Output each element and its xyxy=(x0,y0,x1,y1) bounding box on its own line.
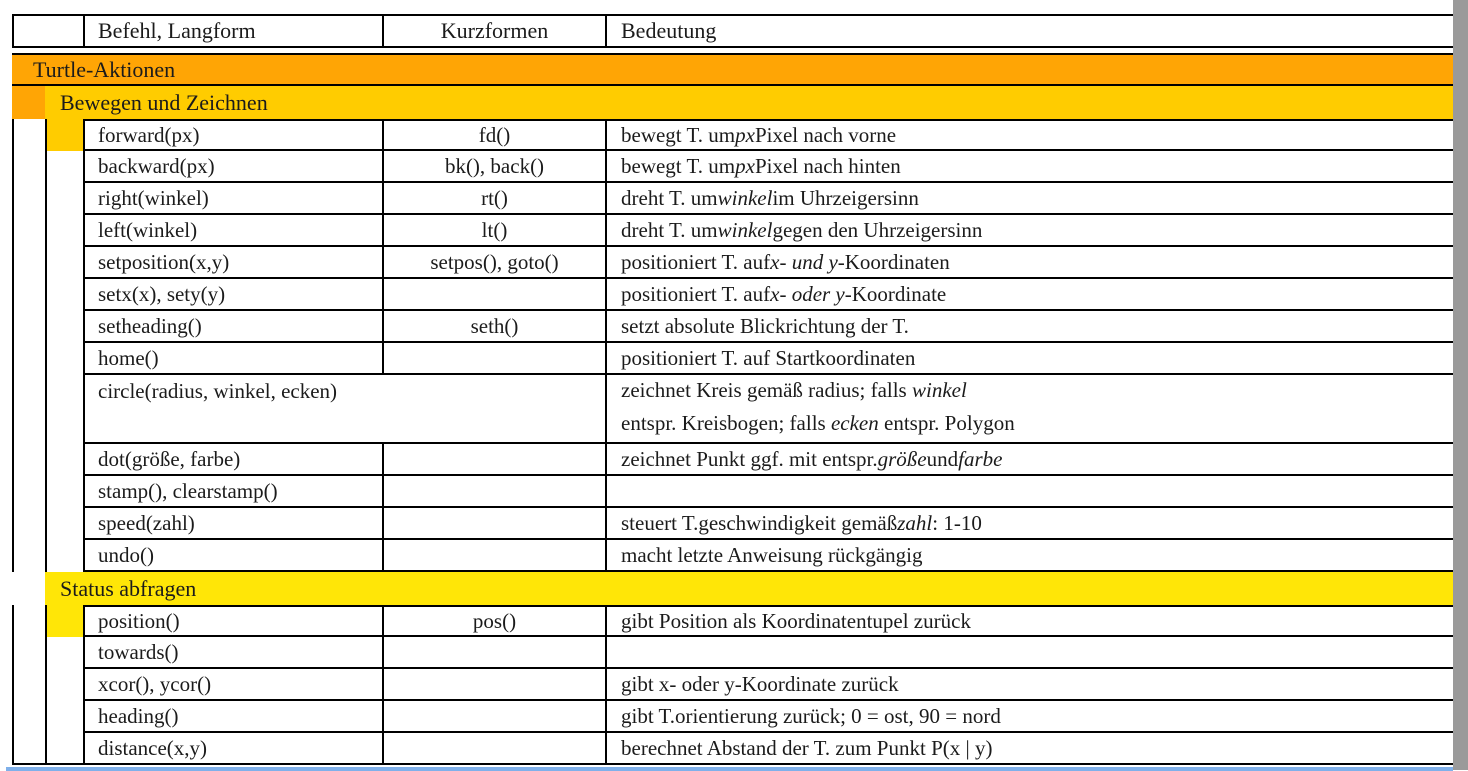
table-row xyxy=(12,311,1453,343)
cell-bedeutung xyxy=(605,733,1453,765)
table-row xyxy=(12,444,1453,476)
parameter-name: winkel xyxy=(717,217,773,242)
cell-bedeutung xyxy=(605,508,1453,540)
cell-bedeutung xyxy=(605,247,1453,279)
cell-befehl-langform: setheading() xyxy=(83,311,382,343)
text-segment: -Koordinate xyxy=(844,281,947,306)
indent-cell xyxy=(45,637,83,669)
text-segment: -Koordinaten xyxy=(837,249,950,274)
indent-cell xyxy=(12,119,45,151)
text-segment: gibt x- oder y-Koordinate zurück xyxy=(621,671,899,696)
indent-cell xyxy=(45,247,83,279)
indent-cell xyxy=(45,444,83,476)
cell-kurzformen: seth() xyxy=(382,311,605,343)
text-segment: berechnet Abstand der T. zum Punkt P(x | y) xyxy=(621,735,993,760)
text-segment: zeichnet Punkt ggf. mit entspr. xyxy=(621,446,878,471)
table-row xyxy=(12,540,1453,572)
cell-bedeutung xyxy=(605,637,1453,669)
cell-befehl-langform: backward(px) xyxy=(83,151,382,183)
cell-bedeutung xyxy=(605,183,1453,215)
indent-cell xyxy=(12,279,45,311)
parameter-name: px xyxy=(735,122,755,147)
rows-status-abfragen xyxy=(12,605,1453,765)
text-segment: positioniert T. auf xyxy=(621,281,771,306)
cell-befehl-langform: setposition(x,y) xyxy=(83,247,382,279)
cell-befehl-langform: distance(x,y) xyxy=(83,733,382,765)
cell-kurzformen xyxy=(382,444,605,476)
section-label: Turtle-Aktionen xyxy=(33,56,176,82)
text-segment: Pixel nach vorne xyxy=(754,122,897,147)
table-row xyxy=(12,701,1453,733)
cell-befehl-langform: xcor(), ycor() xyxy=(83,669,382,701)
cell-bedeutung xyxy=(605,540,1453,572)
cell-kurzformen xyxy=(382,637,605,669)
indent-cell xyxy=(12,247,45,279)
table-row xyxy=(12,637,1453,669)
text-segment: Pixel nach hinten xyxy=(754,153,901,178)
indent-cell xyxy=(45,343,83,375)
section-label: Status abfragen xyxy=(60,575,197,601)
table-row xyxy=(12,669,1453,701)
cell-kurzformen: lt() xyxy=(382,215,605,247)
cell-bedeutung xyxy=(605,119,1453,151)
indent-cell xyxy=(45,701,83,733)
text-segment: und xyxy=(926,446,959,471)
indent-cell xyxy=(12,476,45,508)
scrollbar[interactable] xyxy=(1453,0,1468,770)
cell-kurzformen xyxy=(382,540,605,572)
text-segment: gegen den Uhrzeigersinn xyxy=(772,217,983,242)
cell-bedeutung xyxy=(605,476,1453,508)
indent-cell xyxy=(12,701,45,733)
indent-cell xyxy=(45,311,83,343)
parameter-name: farbe xyxy=(958,446,1003,471)
cell-bedeutung xyxy=(605,701,1453,733)
cell-befehl-langform: left(winkel) xyxy=(83,215,382,247)
indent-cell xyxy=(12,444,45,476)
cell-bedeutung xyxy=(605,311,1453,343)
indent-cell xyxy=(45,605,83,637)
indent-cell xyxy=(12,733,45,765)
cell-kurzformen xyxy=(382,733,605,765)
parameter-name: ecken xyxy=(830,411,879,435)
text-segment: bewegt T. um xyxy=(621,153,736,178)
cell-befehl-langform: heading() xyxy=(83,701,382,733)
section-status-abfragen xyxy=(12,572,1453,605)
cell-bedeutung xyxy=(605,605,1453,637)
text-segment: positioniert T. auf Startkoordinaten xyxy=(621,345,916,370)
cell-kurzformen xyxy=(382,701,605,733)
cell-befehl-langform: dot(größe, farbe) xyxy=(83,444,382,476)
bedeutung-line xyxy=(621,411,1453,436)
parameter-name: größe xyxy=(877,446,927,471)
cell-bedeutung xyxy=(605,669,1453,701)
cell-bedeutung xyxy=(605,279,1453,311)
indent-cell xyxy=(12,151,45,183)
indent-cell xyxy=(12,215,45,247)
header-bedeutung: Bedeutung xyxy=(605,16,1453,46)
text-segment: macht letzte Anweisung rückgängig xyxy=(621,542,923,567)
cell-kurzformen xyxy=(382,476,605,508)
text-segment: : 1-10 xyxy=(932,510,982,535)
indent-cell xyxy=(45,733,83,765)
cell-befehl-langform: towards() xyxy=(83,637,382,669)
text-segment: steuert T.geschwindigkeit gemäß xyxy=(621,510,898,535)
text-segment: bewegt T. um xyxy=(621,122,736,147)
table-header-row xyxy=(12,14,1453,48)
bedeutung-line xyxy=(621,378,1453,403)
rows-bewegen-und-zeichnen xyxy=(12,119,1453,572)
text-segment: zeichnet Kreis gemäß radius; falls xyxy=(621,378,912,402)
section-label: Bewegen und Zeichnen xyxy=(60,89,268,115)
text-segment: dreht T. um xyxy=(621,217,718,242)
parameter-name: x- oder y xyxy=(770,281,845,306)
cell-kurzformen: fd() xyxy=(382,119,605,151)
cell-befehl-langform: home() xyxy=(83,343,382,375)
header-kurzformen: Kurzformen xyxy=(382,16,605,46)
cell-bedeutung xyxy=(605,343,1453,375)
indent-cell xyxy=(45,540,83,572)
cell-kurzformen xyxy=(382,669,605,701)
indent-cell xyxy=(12,183,45,215)
cell-befehl-langform: right(winkel) xyxy=(83,183,382,215)
indent-cell xyxy=(45,215,83,247)
cell-befehl-langform: circle(radius, winkel, ecken) xyxy=(83,375,605,444)
parameter-name: winkel xyxy=(911,378,967,402)
cell-bedeutung xyxy=(605,444,1453,476)
parameter-name: px xyxy=(735,153,755,178)
parameter-name: x- und y xyxy=(770,249,838,274)
cell-kurzformen: pos() xyxy=(382,605,605,637)
cell-bedeutung xyxy=(605,215,1453,247)
indent-cell xyxy=(45,375,83,444)
table-row xyxy=(12,733,1453,765)
cell-bedeutung xyxy=(605,151,1453,183)
section-level-marker xyxy=(12,86,45,119)
table-row xyxy=(12,151,1453,183)
indent-cell xyxy=(45,279,83,311)
table-row xyxy=(12,605,1453,637)
next-section-edge xyxy=(6,767,1453,771)
text-segment: dreht T. um xyxy=(621,185,718,210)
cell-kurzformen: setpos(), goto() xyxy=(382,247,605,279)
turtle-command-table xyxy=(12,14,1453,771)
section-turtle-aktionen xyxy=(12,53,1453,86)
indent-cell xyxy=(12,540,45,572)
cell-kurzformen xyxy=(382,343,605,375)
table-row xyxy=(12,247,1453,279)
cell-befehl-langform: undo() xyxy=(83,540,382,572)
indent-cell xyxy=(45,119,83,151)
indent-cell xyxy=(45,183,83,215)
cell-befehl-langform: setx(x), sety(y) xyxy=(83,279,382,311)
table-row xyxy=(12,343,1453,375)
cell-befehl-langform: forward(px) xyxy=(83,119,382,151)
indent-cell xyxy=(45,151,83,183)
text-segment: gibt Position als Koordinatentupel zurück xyxy=(621,608,971,633)
table-row xyxy=(12,279,1453,311)
table-row xyxy=(12,375,1453,444)
indent-cell xyxy=(12,343,45,375)
cell-bedeutung xyxy=(605,375,1453,444)
cell-kurzformen xyxy=(382,279,605,311)
parameter-name: winkel xyxy=(717,185,773,210)
cell-kurzformen: rt() xyxy=(382,183,605,215)
section-level-marker xyxy=(12,572,45,605)
table-row xyxy=(12,119,1453,151)
section-bewegen-und-zeichnen xyxy=(12,86,1453,119)
indent-cell xyxy=(12,605,45,637)
table-row xyxy=(12,183,1453,215)
text-segment: setzt absolute Blickrichtung der T. xyxy=(621,313,909,338)
parameter-name: zahl xyxy=(897,510,933,535)
cell-kurzformen xyxy=(382,508,605,540)
text-segment: gibt T.orientierung zurück; 0 = ost, 90 = nord xyxy=(621,703,1001,728)
indent-cell xyxy=(45,669,83,701)
cell-befehl-langform: stamp(), clearstamp() xyxy=(83,476,382,508)
table-row xyxy=(12,215,1453,247)
indent-cell xyxy=(12,508,45,540)
cell-befehl-langform: position() xyxy=(83,605,382,637)
indent-cell xyxy=(12,637,45,669)
header-empty-cell xyxy=(12,16,83,46)
indent-cell xyxy=(12,311,45,343)
indent-cell xyxy=(12,375,45,444)
text-segment: im Uhrzeigersinn xyxy=(772,185,919,210)
table-row xyxy=(12,476,1453,508)
table-row xyxy=(12,508,1453,540)
text-segment: entspr. Polygon xyxy=(878,411,1015,435)
cell-kurzformen: bk(), back() xyxy=(382,151,605,183)
indent-cell xyxy=(12,669,45,701)
text-segment: entspr. Kreisbogen; falls xyxy=(621,411,831,435)
header-befehl-langform: Befehl, Langform xyxy=(83,16,382,46)
indent-cell xyxy=(45,476,83,508)
cell-befehl-langform: speed(zahl) xyxy=(83,508,382,540)
indent-cell xyxy=(45,508,83,540)
text-segment: positioniert T. auf xyxy=(621,249,771,274)
